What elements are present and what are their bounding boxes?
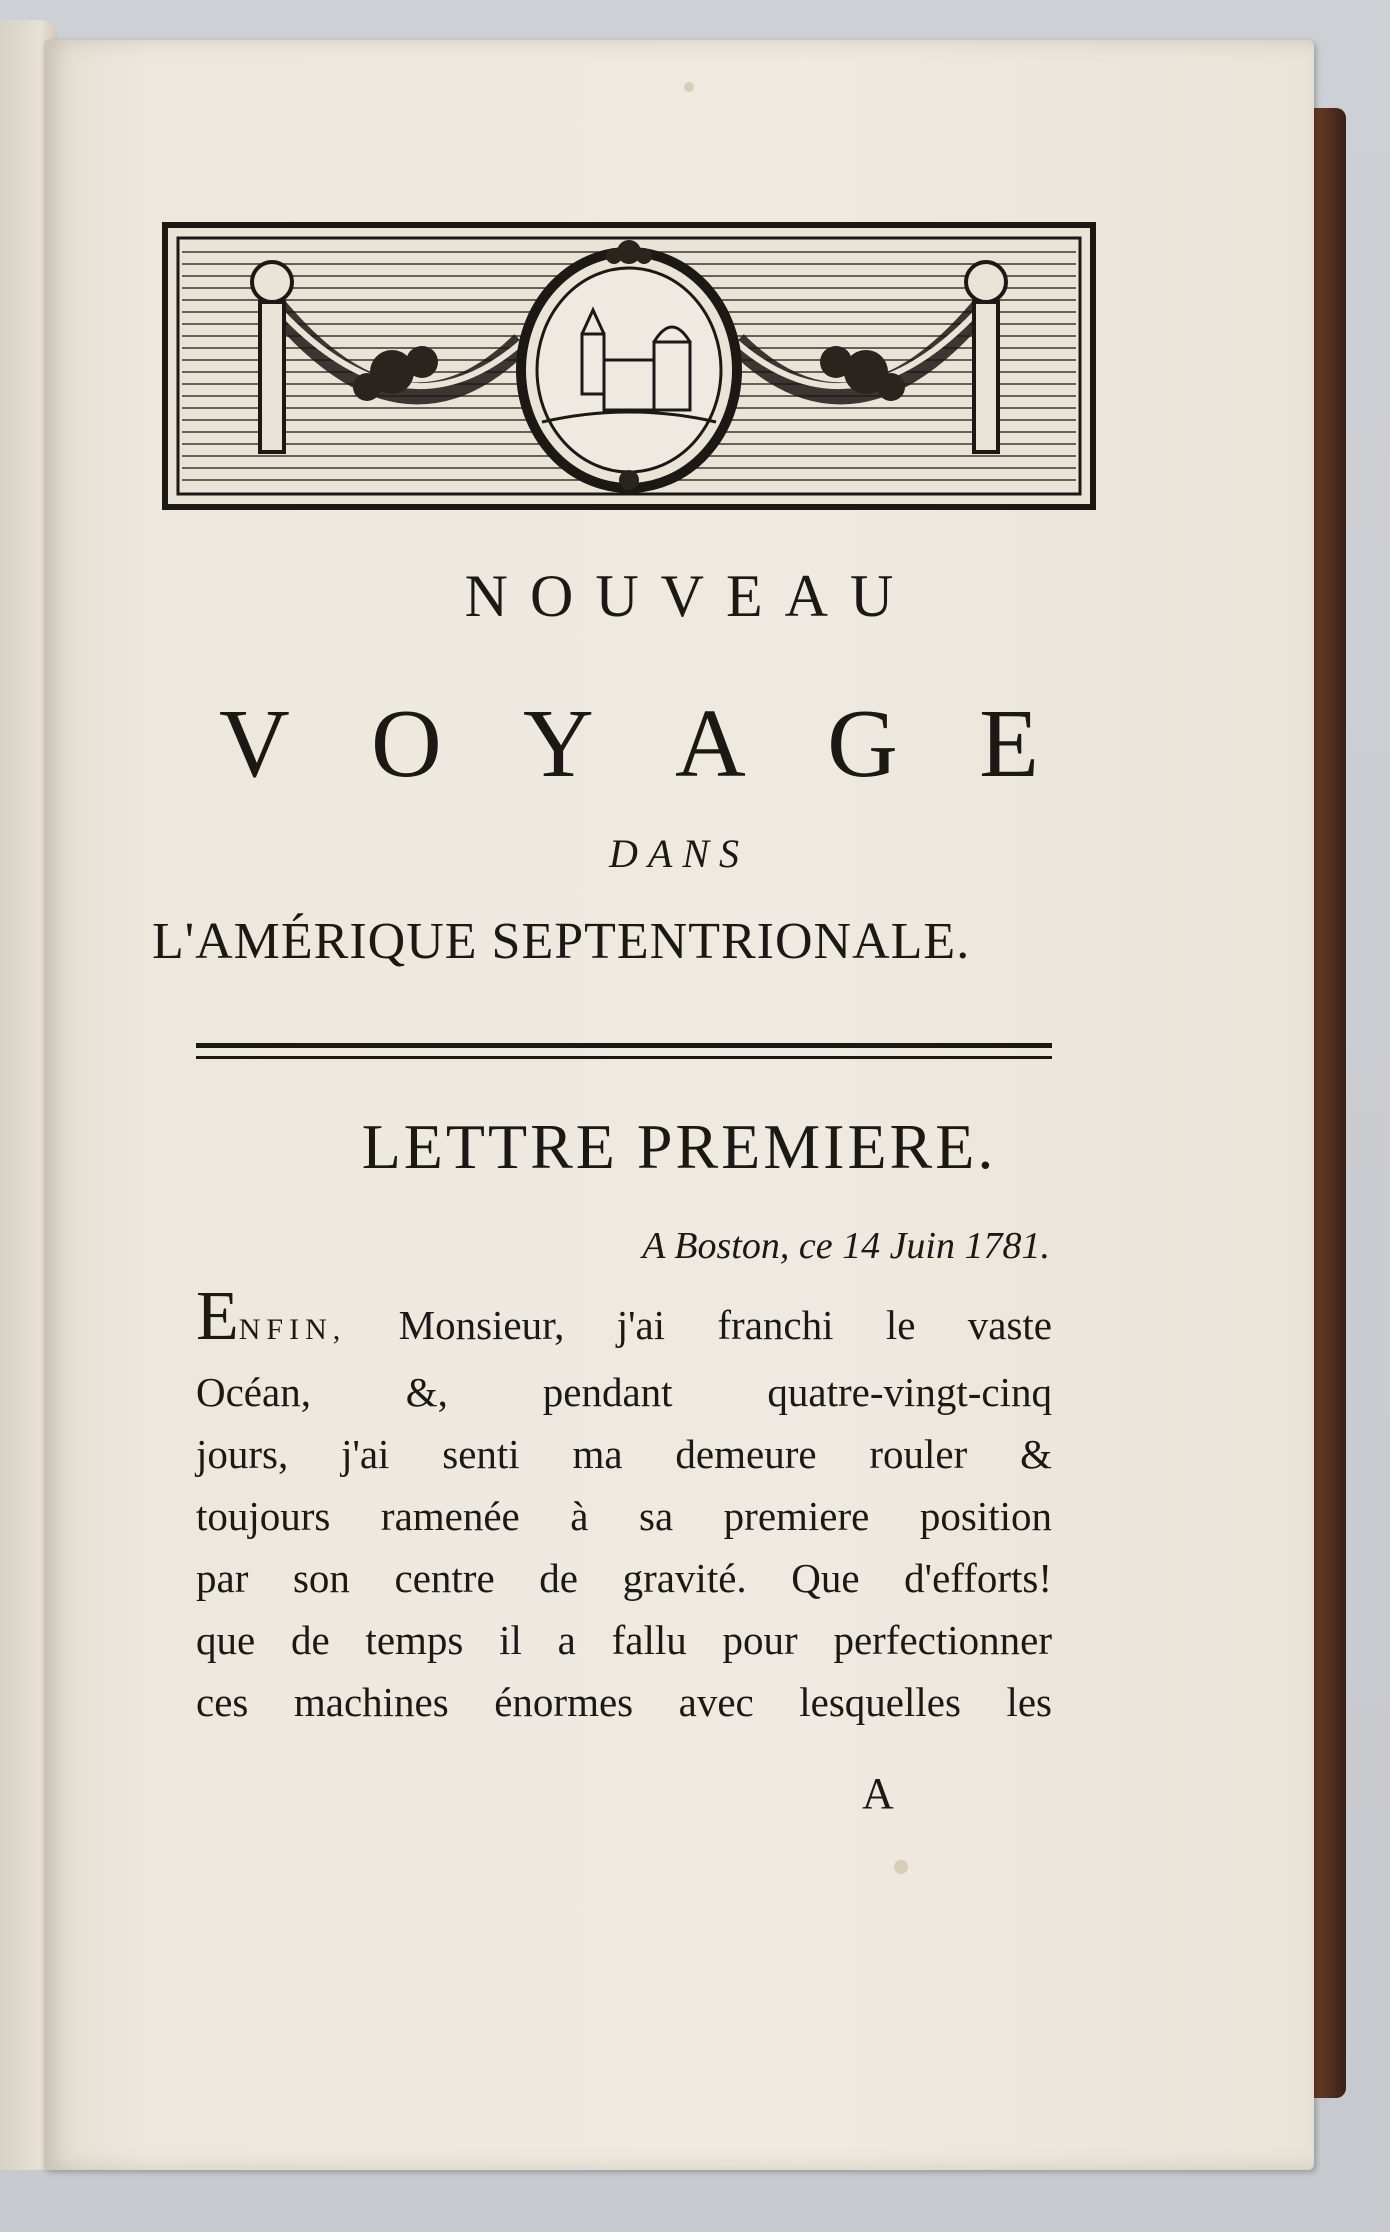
- title-line-dans: DANS: [609, 831, 749, 876]
- body-line: ces machines énormes avec lesquelles les: [196, 1679, 1052, 1725]
- body-line: toujours ramenée à sa premiere position: [196, 1493, 1052, 1539]
- body-line: [196, 1278, 1052, 1361]
- title-line-amerique: L'AMÉRIQUE SEPTENTRIONALE.: [152, 913, 971, 970]
- ornamental-headpiece-icon: [162, 222, 1096, 510]
- title-letter: V: [219, 690, 290, 798]
- drop-cap: E: [196, 1278, 239, 1355]
- letter-body: [196, 1278, 1052, 1733]
- body-line: jours, j'ai senti ma demeure rouler &: [196, 1431, 1052, 1477]
- foxing-spot: [894, 1860, 908, 1874]
- title-line-nouveau: NOUVEAU: [464, 563, 916, 629]
- double-rule-thick: [196, 1043, 1052, 1048]
- title-letter: E: [979, 690, 1039, 798]
- body-line: Océan, &, pendant quatre-vingt-cinq: [196, 1369, 1052, 1415]
- body-line: par son centre de gravité. Que d'efforts!: [196, 1555, 1052, 1601]
- body-line: que de temps il a fallu pour perfectionner: [196, 1617, 1052, 1663]
- title-letter: A: [675, 690, 746, 798]
- signature-mark: A: [862, 1769, 894, 1818]
- letter-heading: LETTRE PREMIERE.: [361, 1111, 997, 1182]
- double-rule-thin: [196, 1056, 1052, 1059]
- book-page: [44, 40, 1314, 2170]
- body-line-text: Monsieur, j'ai franchi le vaste: [346, 1302, 1052, 1348]
- title-letter: O: [371, 690, 442, 798]
- dateline: A Boston, ce 14 Juin 1781.: [642, 1225, 1050, 1267]
- title-letter: G: [827, 690, 898, 798]
- first-word-smallcaps: NFIN,: [238, 1313, 347, 1346]
- title-letter: Y: [523, 690, 594, 798]
- foxing-spot: [684, 82, 694, 92]
- title-line-voyage: [219, 688, 1039, 800]
